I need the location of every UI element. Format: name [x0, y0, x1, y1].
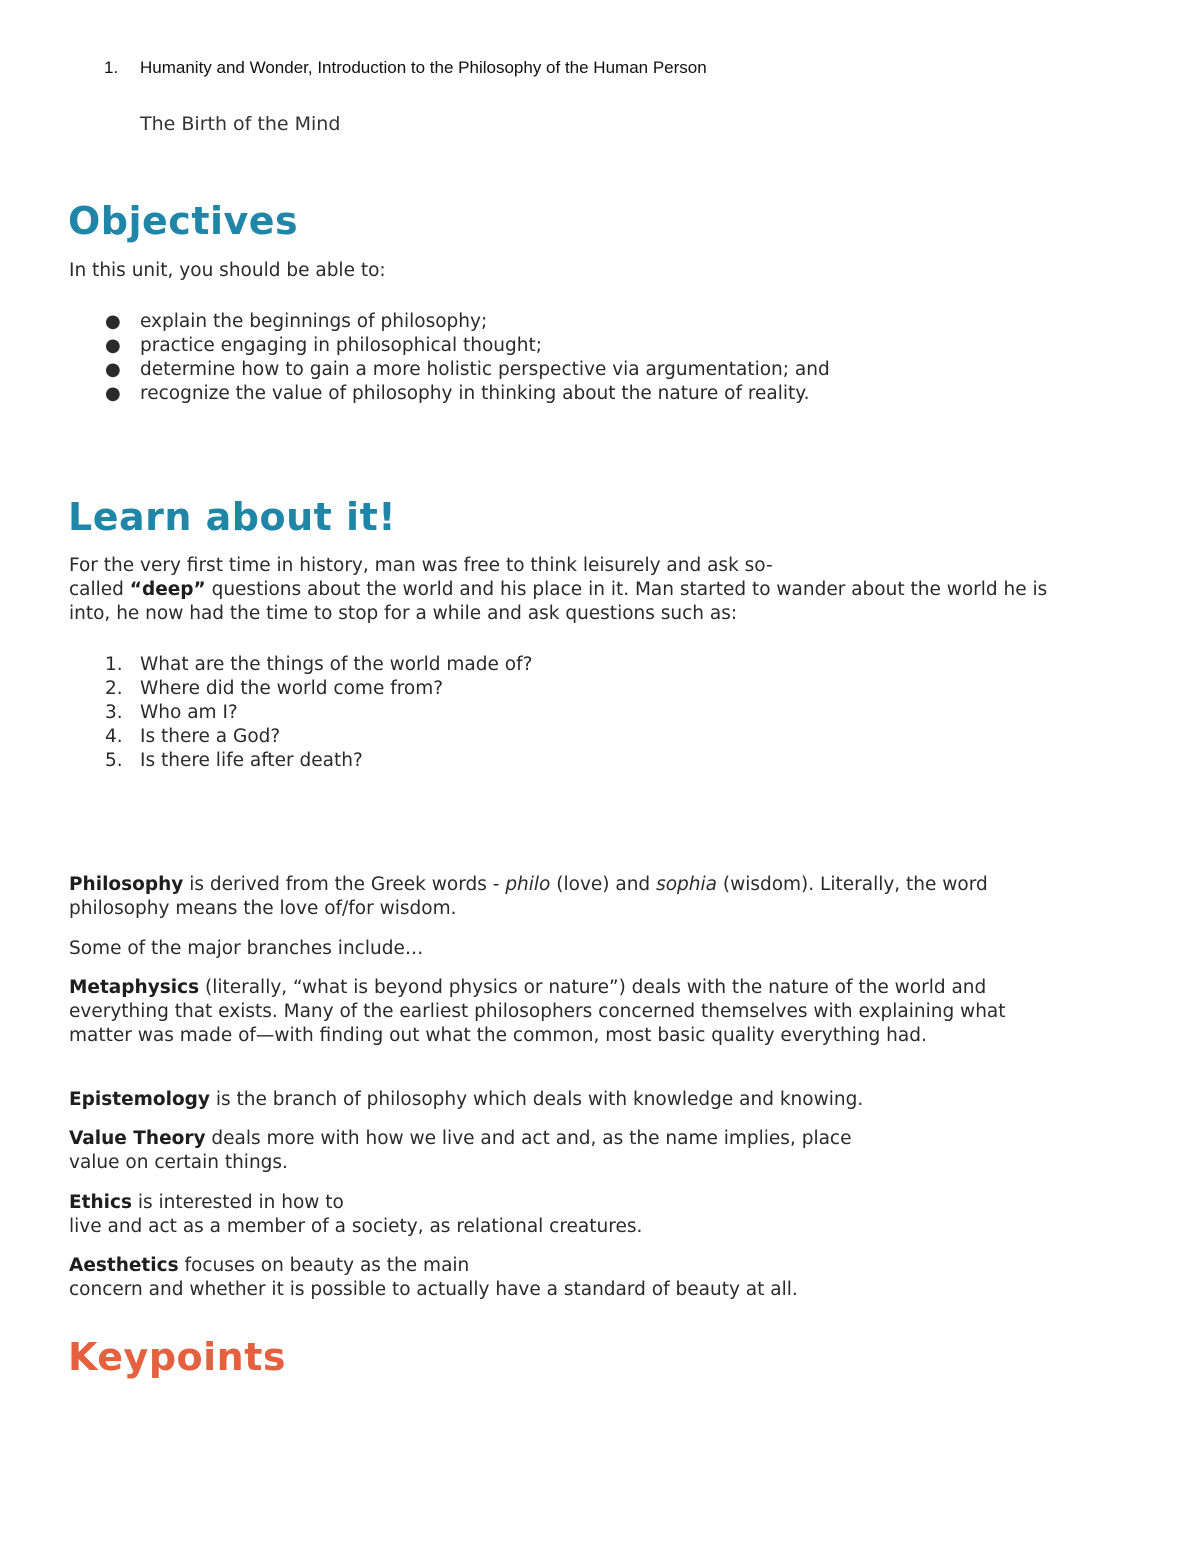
- list-item: ● practice engaging in philosophical thought;: [105, 335, 542, 356]
- epistemology-paragraph: Epistemology is the branch of philosophy which deals with knowledge and knowing.: [69, 1089, 864, 1110]
- document-title-line: [104, 58, 707, 78]
- keypoints-heading: Keypoints: [68, 1335, 286, 1379]
- title-number: 1.: [104, 58, 119, 77]
- objectives-list: [69, 310, 830, 406]
- list-item: 2. Where did the world come from?: [105, 678, 444, 699]
- list-item: 3. Who am I?: [105, 702, 238, 723]
- objectives-intro: In this unit, you should be able to:: [69, 260, 386, 281]
- aesthetics-paragraph: Aesthetics focuses on beauty as the main concern and whether it is possible to actually have a standard of beauty at all.: [69, 1255, 798, 1300]
- document-subtitle: The Birth of the Mind: [140, 113, 341, 135]
- objectives-heading: Objectives: [68, 199, 299, 243]
- learn-intro-paragraph: For the very first time in history, man was free to think leisurely and ask so- called “deep” questions about the world and his place in it. Man started to wander about the world he is into, he now had the time to stop for a while and ask questions such as:: [69, 555, 1048, 624]
- questions-list: [69, 653, 532, 773]
- deep-emphasis: “deep”: [129, 579, 206, 600]
- metaphysics-paragraph: Metaphysics (literally, “what is beyond physics or nature”) deals with the nature of the world and everything that exists. Many of the earliest philosophers concerned themselves with explaining what matter was made of—with finding out what the common, most basic quality everything had.: [69, 977, 1006, 1046]
- learn-heading: Learn about it!: [68, 495, 397, 539]
- bullet-icon: ●: [105, 335, 121, 356]
- branches-intro: Some of the major branches include…: [69, 938, 424, 959]
- bullet-icon: ●: [105, 359, 121, 380]
- ethics-paragraph: Ethics is interested in how to live and act as a member of a society, as relational creatures.: [69, 1192, 643, 1237]
- bullet-icon: ●: [105, 383, 121, 404]
- list-item: ● recognize the value of philosophy in thinking about the nature of reality.: [105, 383, 810, 404]
- philosophy-definition: Philosophy is derived from the Greek words - philo (love) and sophia (wisdom). Literally, the word philosophy means the love of/for wisdom.: [69, 874, 988, 919]
- list-item: 1. What are the things of the world made of?: [105, 654, 533, 675]
- document-title: Humanity and Wonder, Introduction to the Philosophy of the Human Person: [140, 58, 707, 77]
- value-theory-paragraph: Value Theory deals more with how we live and act and, as the name implies, place value on certain things.: [69, 1128, 852, 1173]
- list-item: ● determine how to gain a more holistic perspective via argumentation; and: [105, 359, 830, 380]
- list-item: 5. Is there life after death?: [105, 750, 363, 771]
- bullet-icon: ●: [105, 311, 121, 332]
- list-item: 4. Is there a God?: [105, 726, 281, 747]
- list-item: ● explain the beginnings of philosophy;: [105, 311, 488, 332]
